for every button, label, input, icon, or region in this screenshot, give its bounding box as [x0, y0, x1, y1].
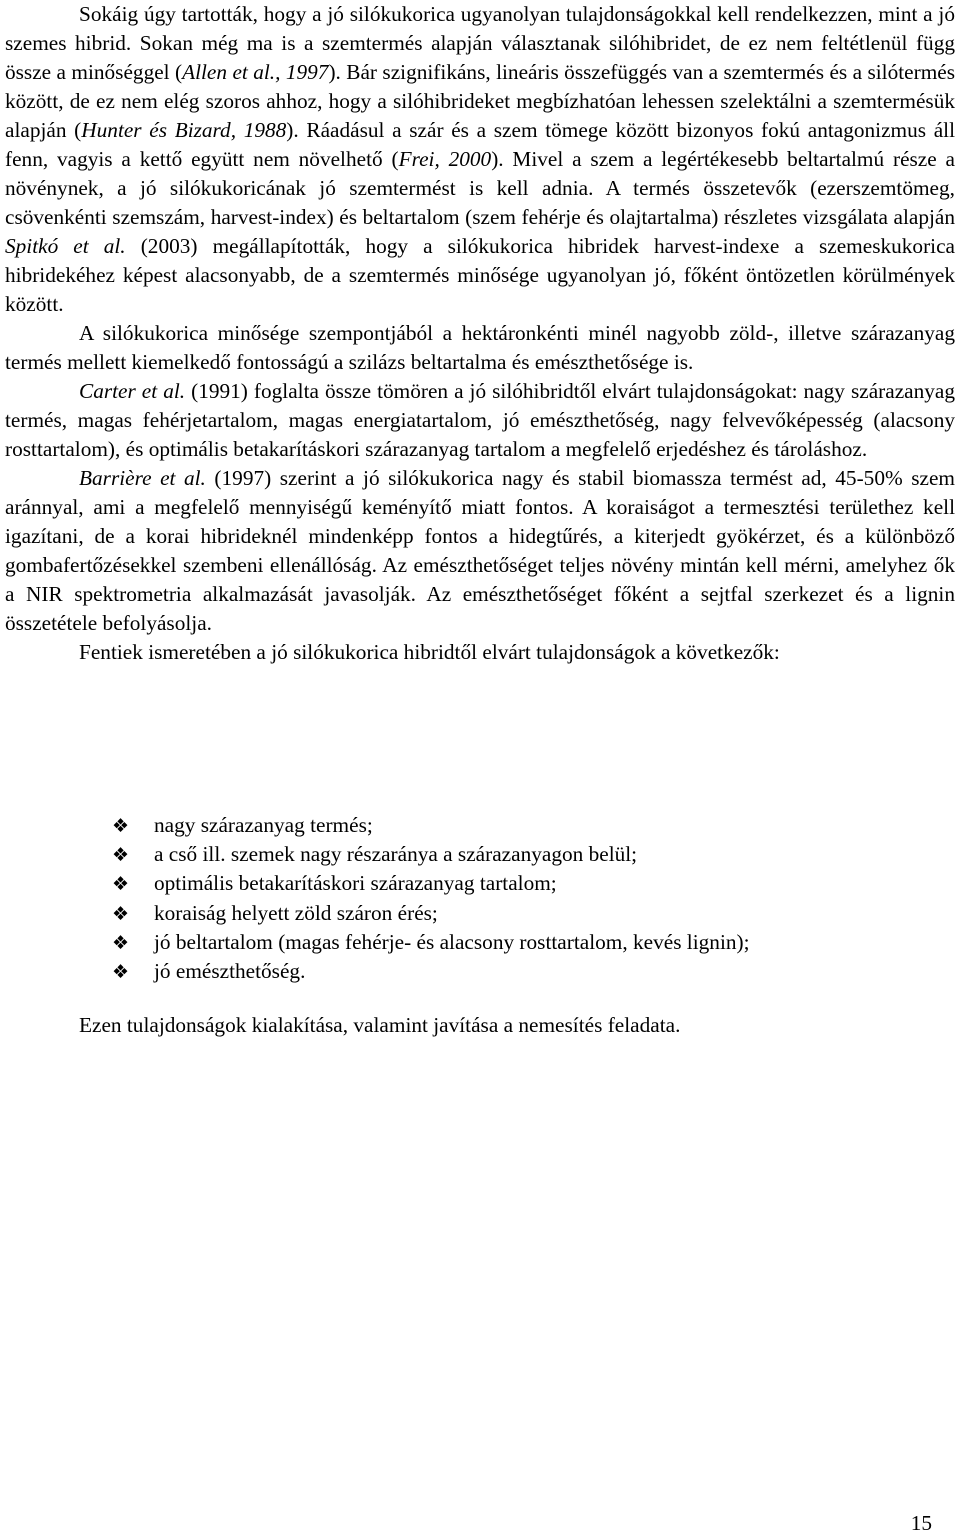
citation: Allen et al., 1997 [182, 60, 329, 84]
paragraph-2: A silókukorica minősége szempontjából a hektáronkénti minél nagyobb zöld-, illetve szárazanyag termés mellett kiemelkedő fontosságú a szilázs beltartalma és emészthetősége is. [5, 321, 955, 374]
diamond-bullet-icon: ❖ [112, 902, 130, 925]
list-item: ❖ a cső ill. szemek nagy részaránya a szárazanyagon belül; [112, 840, 932, 869]
citation-year: (2003) [125, 234, 198, 258]
citation: Spitkó et al. [5, 234, 126, 258]
citation: Hunter és Bizard, 1988 [81, 118, 287, 142]
list-item: ❖ optimális betakarításkori szárazanyag tartalom; [112, 869, 932, 898]
citation: Barrière et al. [79, 466, 206, 490]
diamond-bullet-icon: ❖ [112, 873, 130, 896]
requirements-list [112, 811, 932, 986]
page-number: 15 [910, 1511, 932, 1535]
diamond-bullet-icon: ❖ [112, 844, 130, 867]
diamond-bullet-icon: ❖ [112, 815, 130, 837]
citation: Carter et al. [79, 379, 186, 403]
list-item: ❖ koraiság helyett zöld száron érés; [112, 899, 932, 928]
paragraph-4: Barrière et al. (1997) szerint a jó silókukorica nagy és stabil biomassza termést ad, 45-50% szem aránnyal, ami a megfelelő mennyiségű keményítő miatt fontos. A koraiságot a termesztési területhez kell igazítani, de a korai hibrideknél mindenképp fontos a hidegtűrés, a kiterjedt gyökérzet, és a különböző gombafertőzésekkel szembeni ellenállóság. Az emészthetőséget teljes növény mintán kell mérni, amelyhez ők a NIR spektrometria alkalmazását javasolják. Az emészthetőséget főként a sejtfal szerkezet és a lignin összetétele befolyásolja. [5, 466, 955, 635]
closing-sentence: Ezen tulajdonságok kialakítása, valamint javítása a nemesítés feladata. [79, 1013, 681, 1037]
list-item: ❖ nagy szárazanyag termés; [112, 811, 932, 840]
list-item: ❖ jó beltartalom (magas fehérje- és alacsony rosttartalom, kevés lignin); [112, 928, 932, 957]
diamond-bullet-icon: ❖ [112, 961, 130, 984]
citation-year: (1991) [185, 379, 248, 403]
paragraph-3: Carter et al. (1991) foglalta össze tömören a jó silóhibridtől elvárt tulajdonságokat: nagy szárazanyag termés, magas fehérjetartalom, magas energiatartalom, jó emészthetőség, nagy felvevőképesség (alacsony rosttartalom), és optimális betakarításkori szárazanyag tartalom a megfelelő erjedéshez és tároláshoz. [5, 379, 955, 461]
list-item: ❖ jó emészthetőség. [112, 957, 932, 986]
paragraph-1: Sokáig úgy tartották, hogy a jó silókukorica ugyanolyan tulajdonságokkal kell rendelkezzen, mint a jó szemes hibrid. Sokan még ma is a szemtermés alapján választanak silóhibridet, de ez nem feltétlenül függ össze a minőséggel (Allen et al., 1997). Bár szignifikáns, lineáris összefüggés van a szemtermés és a silótermés között, de ez nem elég szoros ahhoz, hogy a silóhibrideket megbízhatóan lehessen szelektálni a szemtermésük alapján (Hunter és Bizard, 1988). Ráadásul a szár és a szem tömege között bizonyos fokú antagonizmus áll fenn, vagyis a kettő együtt nem növelhető (Frei, 2000). Mivel a szem a legértékesebb beltartalmú része a növénynek, a jó silókukoricának jó szemtermést is kell adnia. A termés összetevők (ezerszemtömeg, csövenkénti szemszám, harvest-index) és beltartalom (szem fehérje és olajtartalma) részletes vizsgálata alapján Spitkó et al. (2003) megállapították, hogy a silókukorica hibridek harvest-indexe a szemeskukorica hibridekéhez képest alacsonyabb, de a szemtermés minősége ugyanolyan jó, főként öntözetlen körülmények között. [5, 2, 956, 316]
body-text [5, 0, 955, 667]
citation-year: (1997) [205, 466, 272, 490]
diamond-bullet-icon: ❖ [112, 931, 130, 954]
citation: Frei, 2000 [398, 147, 492, 171]
paragraph-5: Fentiek ismeretében a jó silókukorica hibridtől elvárt tulajdonságok a következők: [79, 640, 780, 664]
